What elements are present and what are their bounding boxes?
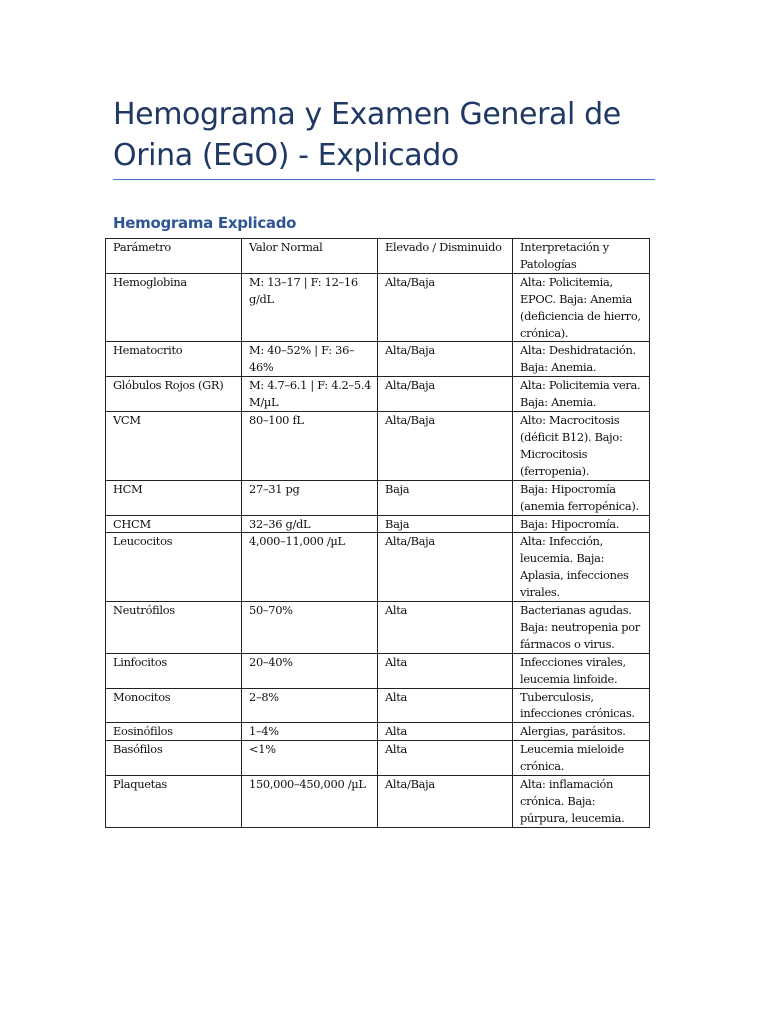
cell-parametro: CHCM (106, 515, 242, 533)
cell-parametro: Hemoglobina (106, 273, 242, 342)
cell-interpretacion: Alta: Deshidratación. Baja: Anemia. (513, 342, 650, 377)
table-row (106, 688, 650, 723)
header-parametro: Parámetro (106, 239, 242, 274)
cell-parametro: Neutrófilos (106, 602, 242, 654)
header-elevado-disminuido: Elevado / Disminuido (378, 239, 513, 274)
cell-valor-normal: 150,000–450,000 /µL (242, 776, 378, 828)
cell-parametro: Basófilos (106, 741, 242, 776)
hemograma-table (105, 238, 650, 828)
cell-elevado-disminuido: Alta/Baja (378, 273, 513, 342)
cell-interpretacion: Baja: Hipocromía (anemia ferropénica). (513, 480, 650, 515)
table-row (106, 377, 650, 412)
table-row (106, 480, 650, 515)
cell-elevado-disminuido: Alta/Baja (378, 533, 513, 602)
table-row (106, 741, 650, 776)
cell-elevado-disminuido: Alta (378, 688, 513, 723)
table-row (106, 533, 650, 602)
cell-parametro: Linfocitos (106, 653, 242, 688)
cell-valor-normal: <1% (242, 741, 378, 776)
cell-interpretacion: Tuberculosis, infecciones crónicas. (513, 688, 650, 723)
cell-elevado-disminuido: Alta (378, 723, 513, 741)
cell-valor-normal: 20–40% (242, 653, 378, 688)
table-row (106, 412, 650, 481)
cell-interpretacion: Baja: Hipocromía. (513, 515, 650, 533)
cell-interpretacion: Leucemia mieloide crónica. (513, 741, 650, 776)
cell-valor-normal: 50–70% (242, 602, 378, 654)
table-header-row (106, 239, 650, 274)
cell-parametro: Hematocrito (106, 342, 242, 377)
table-row (106, 776, 650, 828)
cell-valor-normal: 80–100 fL (242, 412, 378, 481)
cell-parametro: Glóbulos Rojos (GR) (106, 377, 242, 412)
cell-elevado-disminuido: Alta/Baja (378, 412, 513, 481)
cell-elevado-disminuido: Alta (378, 741, 513, 776)
cell-valor-normal: 4,000–11,000 /µL (242, 533, 378, 602)
cell-elevado-disminuido: Alta (378, 602, 513, 654)
cell-elevado-disminuido: Alta/Baja (378, 342, 513, 377)
table-body (106, 273, 650, 827)
cell-valor-normal: 1–4% (242, 723, 378, 741)
cell-parametro: Monocitos (106, 688, 242, 723)
cell-parametro: Plaquetas (106, 776, 242, 828)
cell-interpretacion: Alergias, parásitos. (513, 723, 650, 741)
table-row (106, 515, 650, 533)
cell-valor-normal: 27–31 pg (242, 480, 378, 515)
cell-interpretacion: Infecciones virales, leucemia linfoide. (513, 653, 650, 688)
cell-elevado-disminuido: Alta/Baja (378, 776, 513, 828)
cell-parametro: Eosinófilos (106, 723, 242, 741)
cell-parametro: HCM (106, 480, 242, 515)
cell-valor-normal: 32–36 g/dL (242, 515, 378, 533)
cell-elevado-disminuido: Alta (378, 653, 513, 688)
title-underline (113, 179, 655, 180)
cell-elevado-disminuido: Alta/Baja (378, 377, 513, 412)
cell-valor-normal: M: 4.7–6.1 | F: 4.2–5.4 M/µL (242, 377, 378, 412)
cell-interpretacion: Alta: Infección, leucemia. Baja: Aplasia, infecciones virales. (513, 533, 650, 602)
table-row (106, 602, 650, 654)
cell-interpretacion: Alta: inflamación crónica. Baja: púrpura, leucemia. (513, 776, 650, 828)
header-interpretacion: Interpretación y Patologías (513, 239, 650, 274)
cell-interpretacion: Alta: Policitemia vera. Baja: Anemia. (513, 377, 650, 412)
cell-interpretacion: Alto: Macrocitosis (déficit B12). Bajo: Microcitosis (ferropenia). (513, 412, 650, 481)
cell-parametro: Leucocitos (106, 533, 242, 602)
section-heading: Hemograma Explicado (113, 214, 297, 232)
table-row (106, 342, 650, 377)
cell-valor-normal: 2–8% (242, 688, 378, 723)
table-row (106, 273, 650, 342)
header-valor-normal: Valor Normal (242, 239, 378, 274)
cell-valor-normal: M: 13–17 | F: 12–16 g/dL (242, 273, 378, 342)
table-row (106, 653, 650, 688)
cell-elevado-disminuido: Baja (378, 480, 513, 515)
cell-valor-normal: M: 40–52% | F: 36–46% (242, 342, 378, 377)
cell-elevado-disminuido: Baja (378, 515, 513, 533)
cell-interpretacion: Alta: Policitemia, EPOC. Baja: Anemia (deficiencia de hierro, crónica). (513, 273, 650, 342)
table-row (106, 723, 650, 741)
cell-parametro: VCM (106, 412, 242, 481)
cell-interpretacion: Bacterianas agudas. Baja: neutropenia por fármacos o virus. (513, 602, 650, 654)
page-title: Hemograma y Examen General de Orina (EGO) - Explicado (113, 97, 621, 173)
